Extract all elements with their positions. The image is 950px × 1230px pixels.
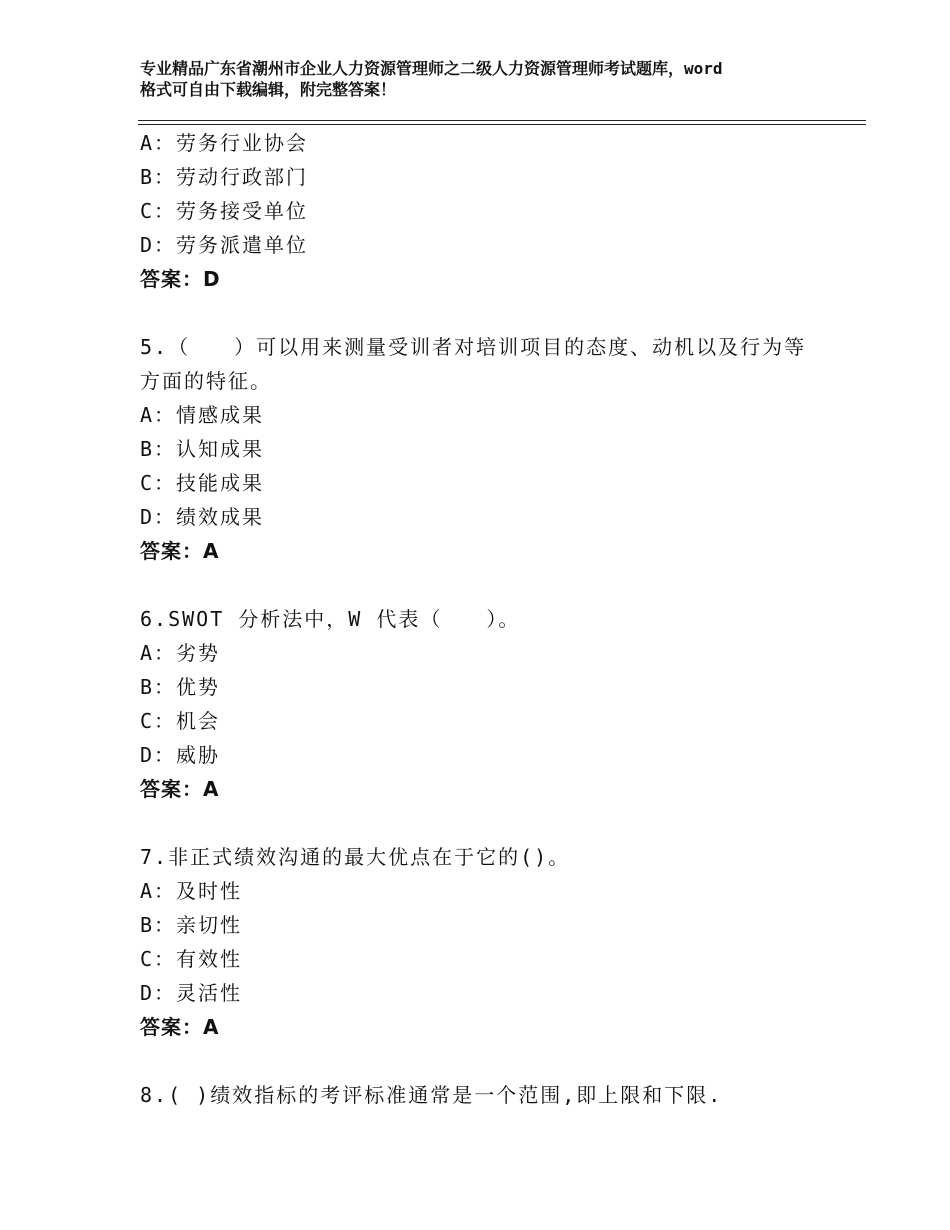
spacer	[140, 1044, 830, 1078]
answer-label: 答案：A	[140, 539, 220, 563]
option-d: D：劳务派遣单位	[140, 233, 309, 257]
header-title-line-1: 专业精品广东省潮州市企业人力资源管理师之二级人力资源管理师考试题库，word	[140, 59, 723, 78]
question-text-line-2: 方面的特征。	[140, 369, 272, 393]
question-text: 6.SWOT 分析法中，W 代表（ ）。	[140, 607, 521, 631]
question-7-block	[140, 840, 830, 1044]
option-c: C：技能成果	[140, 471, 265, 495]
answer-label: 答案：A	[140, 1015, 220, 1039]
option-c: C：有效性	[140, 947, 243, 971]
spacer	[140, 806, 830, 840]
question-list	[140, 126, 830, 1112]
spacer	[140, 296, 830, 330]
spacer	[140, 568, 830, 602]
header-title-line-2: 格式可自由下载编辑，附完整答案！	[140, 80, 397, 99]
answer-label: 答案：D	[140, 267, 221, 291]
question-6-block	[140, 602, 830, 806]
question-5-block	[140, 330, 830, 568]
question-text-line-1: 5.（ ）可以用来测量受训者对培训项目的态度、动机以及行为等	[140, 335, 807, 359]
option-c: C：劳务接受单位	[140, 199, 309, 223]
option-b: B：劳动行政部门	[140, 165, 309, 189]
question-text: 8.( )绩效指标的考评标准通常是一个范围,即上限和下限.	[140, 1083, 723, 1107]
option-d: D：威胁	[140, 743, 221, 767]
option-a: A：及时性	[140, 879, 243, 903]
option-d: D：灵活性	[140, 981, 243, 1005]
question-8-block	[140, 1078, 830, 1112]
option-a: A：情感成果	[140, 403, 265, 427]
option-b: B：认知成果	[140, 437, 265, 461]
question-4-block	[140, 126, 830, 296]
option-a: A：劳务行业协会	[140, 131, 309, 155]
option-b: B：优势	[140, 675, 221, 699]
option-c: C：机会	[140, 709, 221, 733]
option-a: A：劣势	[140, 641, 221, 665]
document-header	[140, 58, 860, 100]
option-b: B：亲切性	[140, 913, 243, 937]
answer-label: 答案：A	[140, 777, 220, 801]
option-d: D：绩效成果	[140, 505, 265, 529]
question-text: 7.非正式绩效沟通的最大优点在于它的()。	[140, 845, 571, 869]
header-divider	[138, 120, 866, 125]
